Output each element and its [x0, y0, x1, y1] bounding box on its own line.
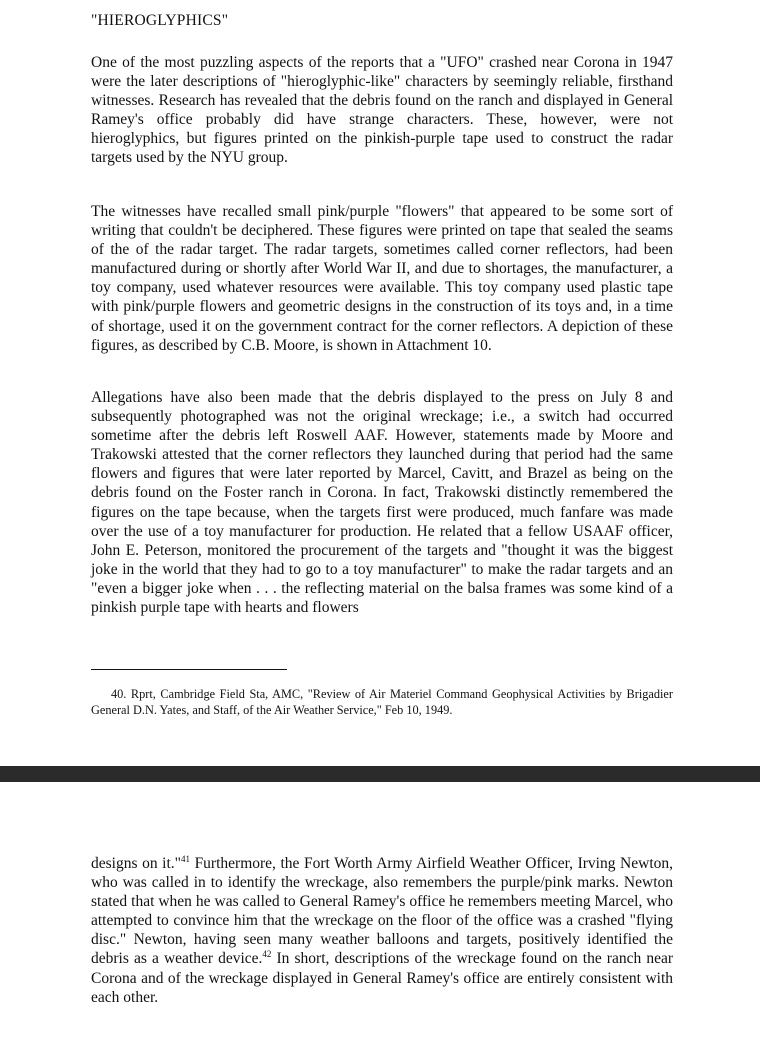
footnote-40: 40. Rprt, Cambridge Field Sta, AMC, "Review of Air Materiel Command Geophysical Activities by Brigadier General D.N. Yates, and Staff, of the Air Weather Service," Feb 10, 1949.	[91, 687, 673, 717]
text-run: In short, descriptions of the wreckage found on the ranch near Corona and of the wreckage displayed in General Ramey's office are entirely consistent with each other.	[91, 950, 673, 1006]
footnote-divider	[91, 669, 287, 670]
paragraph-allegations-switch: Allegations have also been made that the debris displayed to the press on July 8 and subsequently photographed was not the original wreckage; i.e., a switch had occurred sometime after the debris left Roswell AAF. However, statements made by Moore and Trakowski attested that the corner reflectors they launched during that period had the same flowers and figures that were later reported by Marcel, Cavitt, and Brazel as being on the debris found on the Foster ranch in Corona. In fact, Trakowski distinctly remembered the figures on the tape because, when the targets first were produced, much fanfare was made over the use of a toy manufacturer for production. He related that a fellow USAAF officer, John E. Peterson, monitored the procurement of the targets and "thought it was the biggest joke in the world that they had to go to a toy manufacturer" to make the radar targets and an "even a bigger joke when . . . the reflecting material on the balsa frames was some kind of a pinkish purple tape with hearts and flowers	[91, 389, 673, 617]
paragraph-newton-continuation	[91, 854, 673, 1007]
paragraph-hieroglyphics-intro: One of the most puzzling aspects of the reports that a "UFO" crashed near Corona in 1947 were the later descriptions of "hieroglyphic-like" characters by seemingly reliable, firsthand witnesses. Research has revealed that the debris found on the ranch and displayed in General Ramey's office probably did have strange characters. These, however, were not hieroglyphics, but figures printed on the pinkish-purple tape used to construct the radar targets used by the NYU group.	[91, 54, 673, 167]
footnote-ref-42: 42	[262, 949, 272, 960]
footnote-ref-41: 41	[180, 853, 190, 864]
text-run: Furthermore, the Fort Worth Army Airfield Weather Officer, Irving Newton, who was called in to identify the wreckage, also remembers the purple/pink marks. Newton stated that when he was called to General Ramey's office he remembers meeting Marcel, who attempted to convince him that the wreckage on the floor of the office was a crashed "flying disc." Newton, having seen many weather balloons and targets, positively identified the debris as a weather device.	[91, 855, 673, 968]
section-heading: "HIEROGLYPHICS"	[91, 12, 229, 29]
text-run: designs on it."	[91, 855, 181, 872]
paragraph-witness-flowers: The witnesses have recalled small pink/purple "flowers" that appeared to be some sort of writing that couldn't be deciphered. These figures were printed on tape that sealed the seams of the of the radar target. The radar targets, sometimes called corner reflectors, had been manufactured during or shortly after World War II, and due to shortages, the manufacturer, a toy company, used whatever resources were available. This toy company used plastic tape with pink/purple flowers and geometric designs in the construction of its toys and, in a time of shortage, used it on the government contract for the corner reflectors. A depiction of these figures, as described by C.B. Moore, is shown in Attachment 10.	[91, 203, 673, 354]
page-break-bar	[0, 766, 760, 782]
